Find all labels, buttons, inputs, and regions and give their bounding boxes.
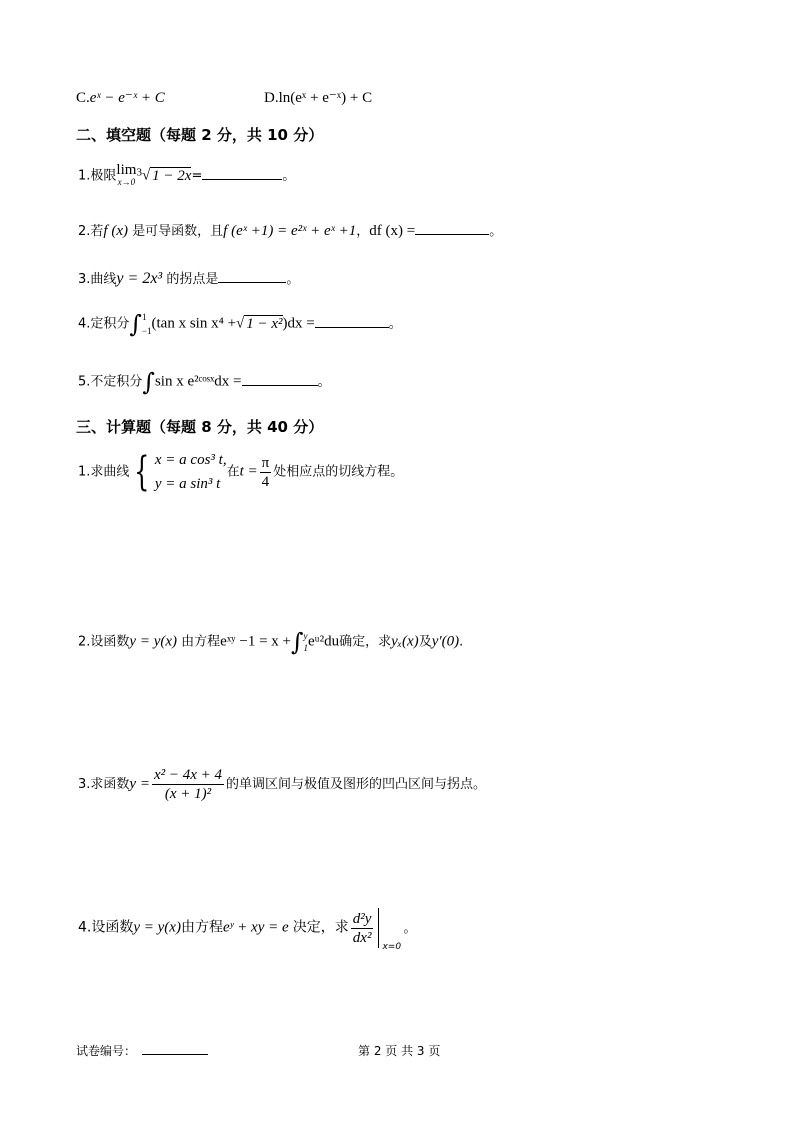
answer-target-2: y′(0) <box>431 633 460 650</box>
q-text: 求曲线 <box>90 464 130 480</box>
fraction-pi-over-4: $\frac{\pi}{4}$ <box>261 454 270 490</box>
cube-root-sign: 3 <box>136 166 142 179</box>
footer-page-info: 第 2 页 共 3 页 <box>358 1044 441 1058</box>
function-f: f (x) <box>103 223 128 239</box>
q-text: 的拐点是 <box>166 272 219 287</box>
s2-question-5 <box>78 368 331 396</box>
integral-limits: 1 −1 <box>141 312 152 336</box>
radicand: 1 − 2x <box>152 167 192 184</box>
footer-paper-number <box>76 1042 208 1059</box>
s2-question-4: 4.定积分∫ 1 −1 (tan x sin x⁴ +√ 1 − x²)dx = 。 <box>78 310 402 338</box>
param-t: t = <box>239 463 258 480</box>
period: 。 <box>388 316 402 332</box>
q-text: 不定积分 <box>90 374 143 390</box>
s3-question-3 <box>78 766 486 803</box>
equation: f (eˣ +1) = e²ˣ + eˣ +1 <box>223 223 357 239</box>
q-number: 3. <box>78 272 91 287</box>
choice-d <box>264 88 372 107</box>
equals: = <box>191 168 203 184</box>
equation-left: eˣʸ −1 = x + <box>220 633 291 650</box>
q-number: 3. <box>78 777 91 792</box>
evaluation-bar: x=0 <box>378 908 379 948</box>
differential: df (x) = <box>369 223 416 239</box>
q-text: 由方程 <box>180 919 223 936</box>
answer-blank[interactable] <box>315 315 389 328</box>
answer-target-1: yₓ(x) <box>391 633 419 650</box>
integral-limits: y 1 <box>303 631 309 653</box>
q-number: 5. <box>78 374 91 390</box>
q-number: 1. <box>78 168 91 184</box>
q-number: 1. <box>78 464 91 480</box>
answer-blank[interactable] <box>415 222 489 235</box>
q-text: 由方程 <box>181 634 221 650</box>
choice-c-label: C. <box>76 90 90 106</box>
function-def: y = y(x) <box>129 633 178 650</box>
period: 。 <box>489 224 503 239</box>
implicit-equation: eʸ + xy = e <box>222 919 289 936</box>
period: . <box>459 634 464 650</box>
q-text: 曲线 <box>90 272 117 287</box>
sqrt-radicand: 1 − x² <box>246 315 283 332</box>
period: 。 <box>282 168 296 184</box>
q-number: 2. <box>78 634 91 650</box>
function-y: y = <box>129 776 150 792</box>
integrand-part: (tan x sin x⁴ + <box>151 315 237 332</box>
q-number: 4. <box>78 316 91 332</box>
q-text: 极限 <box>90 168 117 184</box>
answer-blank[interactable] <box>242 373 318 386</box>
q-text: 处相应点的切线方程。 <box>273 464 404 480</box>
answer-blank[interactable] <box>218 270 286 283</box>
q-text: 设函数 <box>91 919 134 936</box>
answer-blank[interactable] <box>202 167 282 180</box>
parametric-system <box>155 448 227 496</box>
curve-equation: y = 2x³ <box>116 270 163 287</box>
section3-heading: 三、计算题（每题 8 分，共 40 分） <box>76 418 324 436</box>
q-text: 是可导函数，且 <box>132 224 224 239</box>
paper-number-blank[interactable] <box>142 1042 208 1055</box>
period: 。 <box>286 272 300 287</box>
period: 。 <box>403 920 417 936</box>
q-text: 定积分 <box>90 316 130 332</box>
s3-question-2 <box>78 628 463 656</box>
s2-question-3 <box>78 268 299 288</box>
q-text: 确定，求 <box>339 634 392 650</box>
equation-x: x = a cos³ t, <box>154 452 227 468</box>
choice-c-formula: eˣ − e⁻ˣ + C <box>89 90 165 106</box>
function-def: y = y(x) <box>133 919 181 936</box>
q-text: 的单调区间与极值及图形的凹凸区间与拐点。 <box>226 777 487 792</box>
equation-y: y = a sin³ t <box>154 476 221 492</box>
integral-sign: ∫ <box>291 628 304 656</box>
choice-d-formula: ln(eˣ + e⁻ˣ) + C <box>278 90 373 106</box>
s3-question-1 <box>78 448 403 496</box>
q-number: 2. <box>78 224 91 239</box>
q-text: 求函数 <box>90 777 130 792</box>
q-text: 决定，求 <box>292 919 349 936</box>
integral-sign: ∫ <box>129 310 142 338</box>
choice-c <box>76 88 165 107</box>
period: 。 <box>317 374 331 390</box>
q-text: 及 <box>418 634 432 650</box>
s2-question-2 <box>78 220 502 240</box>
limit-operator: lim x→0 <box>116 162 137 187</box>
integrand-end: )dx = <box>282 315 315 332</box>
integrand: eᵘ²du <box>308 633 340 650</box>
paper-number-label: 试卷编号： <box>76 1044 137 1058</box>
integrand: sin x e²ᶜᵒˢˣdx = <box>154 373 242 390</box>
q-number: 4. <box>78 919 92 936</box>
q-text: 若 <box>90 224 104 239</box>
rational-function: $\frac{\text{x² − 4x + 4}}{\text{(x + 1)²}}$ <box>153 767 223 802</box>
q-text: 在 <box>226 464 240 480</box>
system-brace: { <box>134 449 150 495</box>
section2-heading: 二、填空题（每题 2 分，共 10 分） <box>76 126 324 144</box>
q-text: 设函数 <box>90 634 130 650</box>
choice-d-label: D. <box>264 90 279 106</box>
second-derivative: $\frac{\text{d²y}}{\text{dx²}}$ <box>352 910 372 946</box>
comma: ， <box>356 224 370 239</box>
integral-sign: ∫ <box>142 368 155 396</box>
s2-question-1: 1.极限 lim x→0 $^3$√ 1 − 2x= 。 <box>78 162 296 187</box>
s3-question-4 <box>78 908 417 952</box>
